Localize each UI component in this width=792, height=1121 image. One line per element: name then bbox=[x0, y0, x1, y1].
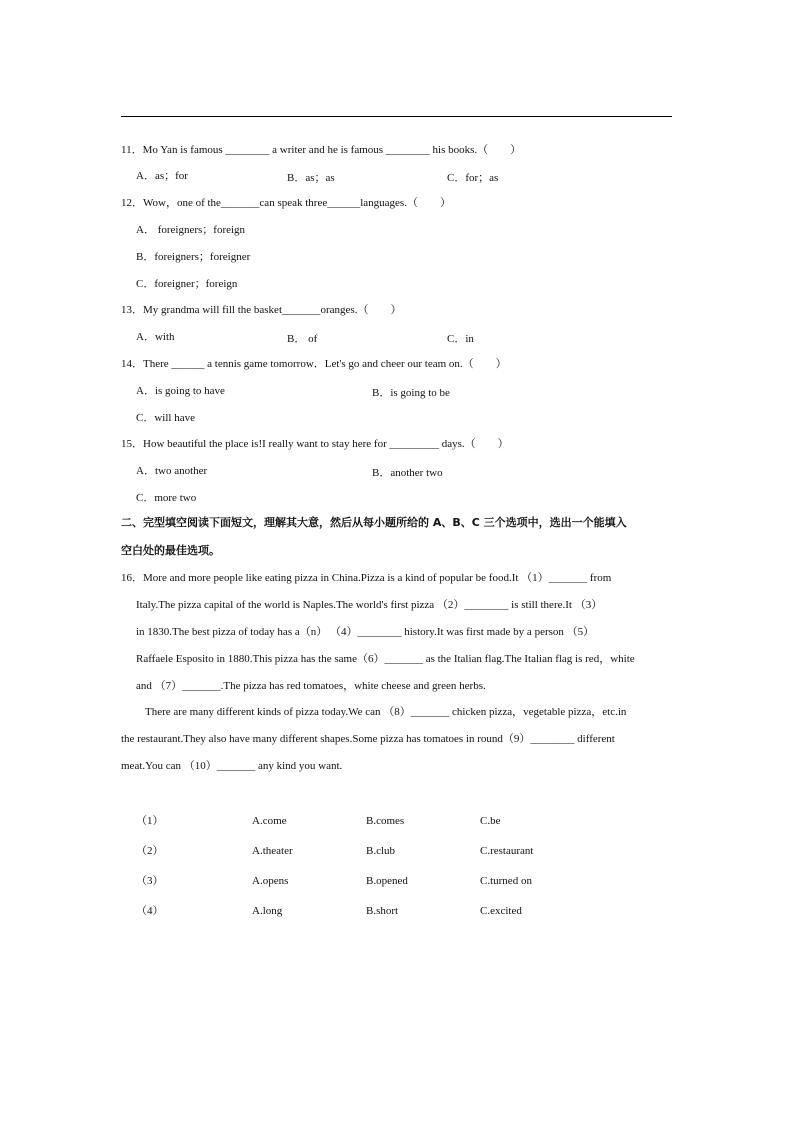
question-11-option-c: C．for；as bbox=[447, 172, 499, 184]
passage-line: the restaurant.They also have many different shapes.Some pizza has tomatoes in round（9）________ different bbox=[121, 733, 615, 745]
passage-line: in 1830.The best pizza of today has a（n） （4）________ history.It was first made by a person （5） bbox=[136, 626, 595, 638]
question-14-stem: 14．There ______ a tennis game tomorrow．Let's go and cheer our team on.（ ） bbox=[121, 358, 507, 370]
question-15-option-a: A．two another bbox=[136, 465, 208, 477]
option-row bbox=[0, 874, 792, 888]
passage-line: meat.You can （10）_______ any kind you want. bbox=[121, 760, 343, 772]
option-c: C.be bbox=[480, 815, 501, 827]
passage-line: There are many different kinds of pizza today.We can （8）_______ chicken pizza，vegetable pizza，etc.in bbox=[145, 706, 627, 718]
question-13-option-c: C．in bbox=[447, 333, 474, 345]
option-b: B.short bbox=[366, 905, 399, 917]
passage-line: Italy.The pizza capital of the world is Naples.The world's first pizza （2）________ is still there.It （3） bbox=[136, 599, 603, 611]
option-c: C.restaurant bbox=[480, 845, 534, 857]
question-13-option-b: B． of bbox=[287, 333, 318, 345]
option-a: A.long bbox=[252, 905, 283, 917]
question-14-option-c: C．will have bbox=[136, 412, 195, 424]
option-number: （3） bbox=[136, 875, 164, 887]
option-b: B.comes bbox=[366, 815, 405, 827]
option-number: （2） bbox=[136, 845, 164, 857]
option-a: A.opens bbox=[252, 875, 289, 887]
question-13-stem: 13．My grandma will fill the basket_______oranges.（ ） bbox=[121, 304, 402, 316]
section-2-heading-line2: 空白处的最佳选项。 bbox=[121, 544, 220, 557]
question-14-option-b: B．is going to be bbox=[372, 387, 450, 399]
question-12-option-c: C．foreigner；foreign bbox=[136, 278, 238, 290]
passage-line: and （7）_______.The pizza has red tomatoes，white cheese and green herbs. bbox=[136, 680, 486, 692]
option-row bbox=[0, 844, 792, 858]
question-12-option-a: A． foreigners；foreign bbox=[136, 224, 246, 236]
header-rule bbox=[121, 116, 672, 117]
option-b: B.opened bbox=[366, 875, 408, 887]
section-2-heading-line1: 二、完型填空阅读下面短文，理解其大意，然后从每小题所给的 A、B、C 三个选项中，选出一个能填入 bbox=[121, 516, 627, 529]
option-number: （1） bbox=[136, 815, 164, 827]
question-15-option-c: C．more two bbox=[136, 492, 197, 504]
question-11-option-b: B．as；as bbox=[287, 172, 335, 184]
passage-line: Raffaele Esposito in 1880.This pizza has the same（6）_______ as the Italian flag.The Italian flag is red，white bbox=[136, 653, 635, 665]
question-15-stem: 15．How beautiful the place is!I really want to stay here for _________ days.（ ） bbox=[121, 438, 509, 450]
option-c: C.turned on bbox=[480, 875, 532, 887]
passage-line: 16．More and more people like eating pizza in China.Pizza is a kind of popular be food.It （1）_______ from bbox=[121, 572, 612, 584]
question-12-option-b: B．foreigners；foreigner bbox=[136, 251, 251, 263]
option-c: C.excited bbox=[480, 905, 522, 917]
question-11-option-a: A．as；for bbox=[136, 170, 188, 182]
question-12-stem: 12．Wow，one of the_______can speak three______languages.（ ） bbox=[121, 197, 451, 209]
option-row bbox=[0, 814, 792, 828]
question-15-option-b: B．another two bbox=[372, 467, 443, 479]
question-13-option-a: A．with bbox=[136, 331, 175, 343]
option-a: A.come bbox=[252, 815, 287, 827]
option-row bbox=[0, 904, 792, 918]
option-a: A.theater bbox=[252, 845, 293, 857]
option-number: （4） bbox=[136, 905, 164, 917]
question-14-option-a: A．is going to have bbox=[136, 385, 225, 397]
option-b: B.club bbox=[366, 845, 396, 857]
question-11-stem: 11．Mo Yan is famous ________ a writer and he is famous ________ his books.（ ） bbox=[121, 144, 522, 156]
